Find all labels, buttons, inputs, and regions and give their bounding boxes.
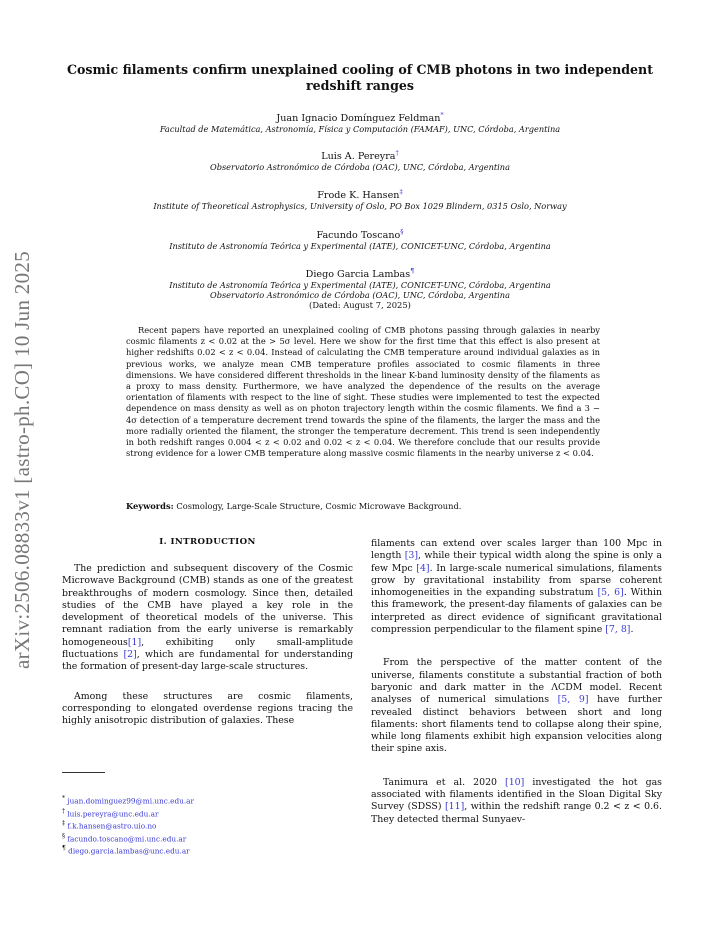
footnote	[62, 819, 352, 832]
arxiv-identifier: arXiv:2506.08833v1 [astro-ph.CO] 10 Jun 2025	[10, 251, 34, 669]
author-affiliation: Facultad de Matemática, Astronomía, Física y Computación (FAMAF), UNC, Córdoba, Argentina	[159, 124, 561, 135]
author-block-1	[60, 111, 660, 134]
keywords-label: Keywords:	[126, 501, 174, 511]
citation-link[interactable]: [4]	[416, 562, 430, 574]
footnote-mark: ‡	[62, 820, 65, 828]
footnotes	[62, 794, 352, 857]
text: .	[630, 624, 634, 636]
author-affiliation: Observatorio Astronómico de Córdoba (OAC), UNC, Córdoba, Argentina	[210, 162, 510, 173]
author-block-4	[60, 228, 660, 251]
email-link[interactable]: luis.pereyra@unc.edu.ar	[67, 808, 159, 818]
email-link[interactable]: f.k.hansen@astro.uio.no	[67, 821, 157, 831]
paragraph	[62, 691, 353, 728]
text: , exhibiting only small-amplitude fluctuations	[62, 636, 353, 661]
citation-link[interactable]: [7, 8]	[605, 624, 631, 636]
author-affiliation: Instituto de Astronomía Teórica y Experimental (IATE), CONICET-UNC, Córdoba, Argentina	[169, 241, 551, 252]
citation-link[interactable]: [1]	[127, 636, 142, 648]
keywords	[126, 501, 600, 511]
text: Tanimura et al. 2020	[383, 776, 506, 788]
citation-link[interactable]: [5, 9]	[557, 694, 589, 706]
author-footnote-mark[interactable]: ‡	[399, 188, 403, 196]
citation-link[interactable]: [11]	[444, 801, 465, 813]
keywords-text: Cosmology, Large-Scale Structure, Cosmic Microwave Background.	[176, 501, 462, 511]
text: have further revealed distinct behaviors between short and long filaments: short filaments tend to collapse along their spine, while long filaments exhibit high expansion velocities along their spine axis.	[371, 694, 662, 755]
author-block-5	[60, 267, 660, 310]
author-footnote-mark[interactable]: §	[400, 228, 404, 236]
text: From the perspective of the matter content of the universe, filaments constitute a substantial fraction of both baryonic and dark matter in the ΛCDM model. Recent analyses of numerical simulations	[371, 657, 662, 706]
author-name: Frode K. Hansen	[317, 190, 400, 202]
author-affiliation-secondary: Observatorio Astronómico de Córdoba (OAC), UNC, Córdoba, Argentina	[210, 290, 510, 301]
footnote	[62, 832, 352, 845]
paper-title: Cosmic filaments confirm unexplained cooling of CMB photons in two independent redshift ranges	[66, 62, 654, 93]
author-block-2	[60, 149, 660, 172]
footnote-mark: *	[62, 795, 65, 802]
citation-link[interactable]: [5, 6]	[597, 587, 624, 599]
email-link[interactable]: diego.garcia.lambas@unc.edu.ar	[68, 846, 190, 856]
author-name: Juan Ignacio Domínguez Feldman	[276, 113, 441, 125]
footnote	[62, 807, 352, 820]
text: Among these structures are cosmic filaments, corresponding to elongated overdense regions tracing the highly anisotropic distribution of galaxies. These	[62, 690, 353, 727]
author-affiliation: Instituto de Astronomía Teórica y Experimental (IATE), CONICET-UNC, Córdoba, Argentina	[169, 280, 551, 291]
date-line: (Dated: August 7, 2025)	[309, 300, 411, 311]
author-affiliation: Institute of Theoretical Astrophysics, University of Oslo, PO Box 1029 Blindern, 0315 Oslo, Norway	[153, 201, 567, 212]
text: , within the redshift range 0.2 < z < 0.6. They detected thermal Sunyaev-	[371, 801, 662, 825]
paragraph	[371, 657, 662, 755]
text: , while their typical width along the spine is only a few Mpc	[371, 550, 662, 574]
text: . In large-scale numerical simulations, filaments grow by gravitational instability from sparse coherent inhomogeneities in the expanding substratum	[371, 562, 662, 599]
author-block-3	[60, 188, 660, 211]
section-heading: I. INTRODUCTION	[159, 537, 256, 547]
abstract: Recent papers have reported an unexplained cooling of CMB photons passing through galaxies in nearby cosmic filaments z < 0.02 at the > 5σ level. Here we show for the first time that this effect is also present at higher redshifts 0.02 < z < 0.04. Instead of calculating the CMB temperature around individual galaxies as in previous works, we analyze mean CMB temperature profiles associated to cosmic filaments in three dimensions. We have considered different thresholds in the linear K-band luminosity density of the filaments as a proxy to mass density. Furthermore, we have analyzed the dependence of the results on the average orientation of filaments with respect to the line of sight. These studies were implemented to test the expected dependence on mass density as well as on photon trajectory length within the cosmic filaments. We find a 3 − 4σ detection of a temperature decrement trend towards the spine of the filaments, the larger the mass and the more radially oriented the filament, the stronger the temperature decrement. This trend is seen independently in both redshift ranges 0.004 < z < 0.02 and 0.02 < z < 0.04. We therefore conclude that our results provide strong evidence for a lower CMB temperature along massive cosmic filaments in the nearby universe z < 0.04.	[126, 325, 600, 459]
right-column	[371, 538, 662, 826]
footnote	[62, 794, 352, 807]
footnote	[62, 844, 352, 857]
citation-link[interactable]: [3]	[404, 550, 419, 562]
text: investigated the hot gas associated with filaments identified in the Sloan Digital Sky Survey (SDSS)	[371, 776, 662, 813]
author-name: Facundo Toscano	[316, 230, 401, 242]
text: The prediction and subsequent discovery of the Cosmic Microwave Background (CMB) stands as one of the greatest breakthroughs of modern cosmology. Since then, detailed studies of the CMB have played a key role in the development of theoretical models of the universe. This remnant radiation from the early universe is remarkably homogeneous	[62, 563, 353, 648]
author-footnote-mark[interactable]: ¶	[410, 267, 415, 275]
footnote-rule	[62, 772, 105, 773]
text: . Within this framework, the present-day filaments of galaxies can be interpreted as direct evidence of significant gravitational compression perpendicular to the filament spine	[371, 587, 662, 636]
footnote-mark: ¶	[62, 845, 66, 853]
email-link[interactable]: juan.dominguez99@mi.unc.edu.ar	[67, 796, 195, 806]
left-column	[62, 563, 353, 728]
citation-link[interactable]: [2]	[123, 649, 137, 661]
footnote-mark: §	[62, 832, 65, 840]
text: , which are fundamental for understanding the formation of present-day large-scale structures.	[62, 649, 353, 673]
text: filaments can extend over scales larger than 100 Mpc in length	[371, 538, 662, 562]
paragraph	[371, 538, 662, 636]
author-footnote-mark[interactable]: †	[395, 149, 399, 157]
paragraph	[371, 777, 662, 826]
citation-link[interactable]: [10]	[505, 776, 525, 788]
paragraph	[62, 563, 353, 674]
author-name: Diego Garcia Lambas	[305, 269, 411, 281]
footnote-mark: †	[62, 807, 65, 815]
author-name: Luis A. Pereyra	[321, 151, 396, 163]
email-link[interactable]: facundo.toscano@mi.unc.edu.ar	[67, 833, 187, 843]
author-footnote-mark[interactable]: *	[440, 111, 444, 119]
